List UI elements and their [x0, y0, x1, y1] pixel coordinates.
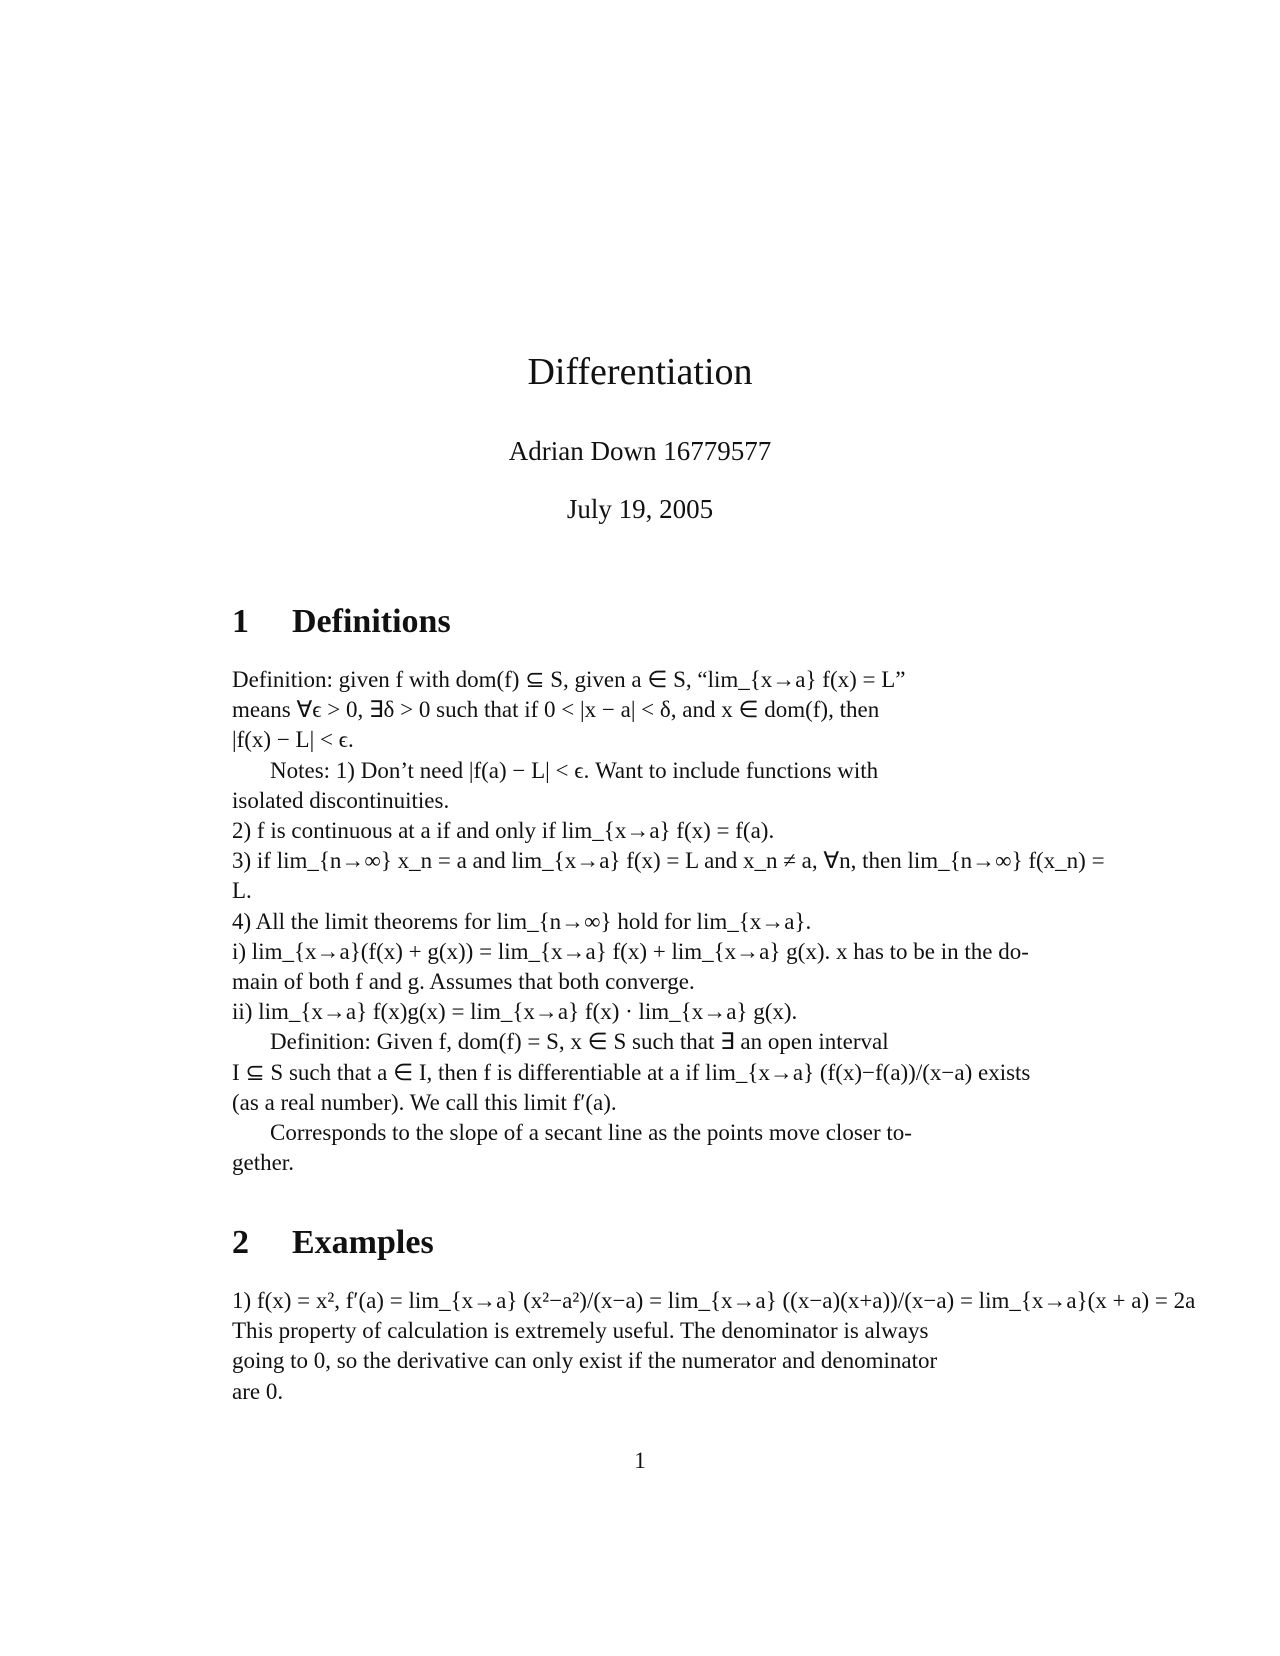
section-body [232, 665, 1105, 1178]
section-definitions [232, 597, 1105, 1178]
text-line: (as a real number). We call this limit f′(a). [232, 1089, 617, 1115]
text-line: |f(x) − L| < ϵ. [232, 727, 354, 753]
section-number: 1 [232, 603, 249, 640]
text-line: i) lim_{x→a}(f(x) + g(x)) = lim_{x→a} f(x) + lim_{x→a} g(x). x has to be in the do- [232, 938, 1029, 964]
section-title: Definitions [292, 603, 451, 640]
page-number: 1 [634, 1448, 646, 1473]
text-line: gether. [232, 1150, 294, 1176]
text-line: Corresponds to the slope of a secant line as the points move closer to- [270, 1120, 912, 1146]
text-line: ii) lim_{x→a} f(x)g(x) = lim_{x→a} f(x) · lim_{x→a} g(x). [232, 999, 798, 1025]
text-line: means ∀ϵ > 0, ∃δ > 0 such that if 0 < |x − a| < δ, and x ∈ dom(f), then [232, 697, 880, 723]
text-line: are 0. [232, 1378, 284, 1404]
text-line: isolated discontinuities. [232, 787, 450, 813]
text-line: Definition: Given f, dom(f) = S, x ∈ S such that ∃ an open interval [270, 1029, 889, 1055]
section-heading [232, 597, 1047, 647]
text-line: 1) f(x) = x², f′(a) = lim_{x→a} (x²−a²)/(x−a) = lim_{x→a} ((x−a)(x+a))/(x−a) = lim_{x→a}(x + a) = 2a [232, 1288, 1196, 1313]
section-body [232, 1286, 1196, 1407]
text-line: main of both f and g. Assumes that both converge. [232, 969, 695, 995]
text-line: Definition: given f with dom(f) ⊆ S, given a ∈ S, “lim_{x→a} f(x) = L” [232, 667, 906, 692]
text-line: 2) f is continuous at a if and only if lim_{x→a} f(x) = f(a). [232, 818, 775, 844]
section-number: 2 [232, 1224, 249, 1261]
document-title: Differentiation [527, 351, 753, 393]
text-line: I ⊆ S such that a ∈ I, then f is differentiable at a if lim_{x→a} (f(x)−f(a))/(x−a) exists [232, 1059, 1031, 1085]
document-date: July 19, 2005 [566, 494, 714, 524]
text-line: This property of calculation is extremely useful. The denominator is always [232, 1318, 929, 1344]
section-heading [232, 1218, 1047, 1268]
text-line: Notes: 1) Don’t need |f(a) − L| < ϵ. Want to include functions with [270, 757, 879, 783]
document-author: Adrian Down 16779577 [508, 436, 772, 466]
text-line: 4) All the limit theorems for lim_{n→∞} hold for lim_{x→a}. [232, 908, 812, 934]
text-line: going to 0, so the derivative can only exist if the numerator and denominator [232, 1348, 938, 1374]
section-examples [232, 1218, 1196, 1407]
section-title: Examples [292, 1224, 434, 1261]
text-line: L. [232, 878, 252, 904]
text-line: 3) if lim_{n→∞} x_n = a and lim_{x→a} f(x) = L and x_n ≠ a, ∀n, then lim_{n→∞} f(x_n) = [232, 848, 1105, 874]
